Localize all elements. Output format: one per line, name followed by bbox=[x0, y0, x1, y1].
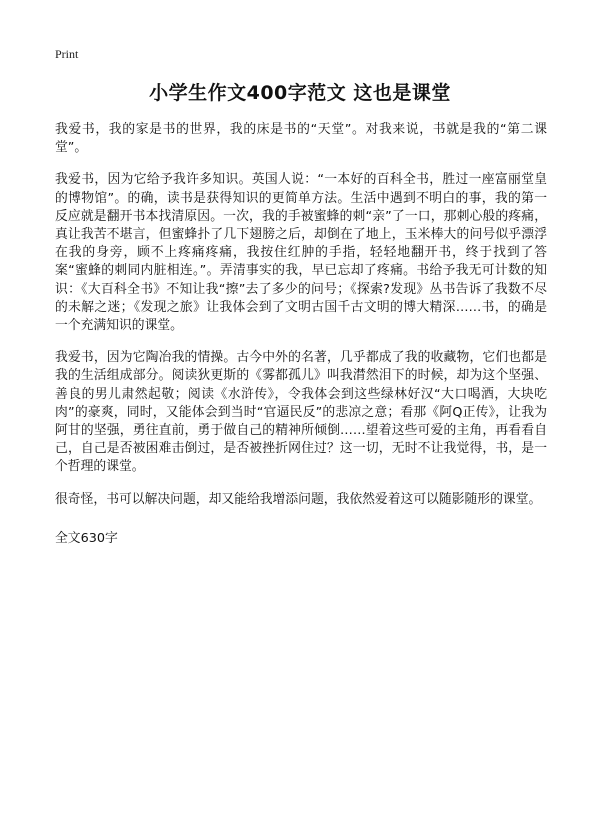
article-paragraph: 我爱书，我的家是书的世界，我的床是书的“天堂”。对我来说，书就是我的“第二课堂”。 bbox=[55, 122, 547, 156]
print-link[interactable]: Print bbox=[55, 47, 79, 61]
article-body bbox=[55, 121, 547, 523]
page-title: 小学生作文400字范文 这也是课堂 bbox=[149, 82, 451, 104]
article-paragraph: 我爱书，因为它给予我许多知识。英国人说：“一本好的百科全书，胜过一座富丽堂皇的博物馆”。的确，读书是获得知识的更简单方法。生活中遇到不明白的事，我的第一反应就是翻开书本找清原因。一次，我的手被蜜蜂的刺“亲”了一口，那刺心般的疼痛，真让我苦不堪言，但蜜蜂扑了几下翅膀之后，却倒在了地上，玉米棒大的问号似乎漂浮在我的身旁，顾不上疼痛疼痛，我按住红肿的手指，轻轻地翻开书，终于找到了答案“蜜蜂的刺同内脏相连。”。弄清事实的我，早已忘却了疼痛。书给予我无可计数的知识：《大百科全书》不知让我“擦”去了多少的问号；《探索?发现》丛书告诉了我数不尽的未解之迷；《发现之旅》让我体会到了文明古国千古文明的博大精深……书，的确是一个充满知识的课堂。 bbox=[55, 172, 547, 334]
article-paragraph: 很奇怪，书可以解决问题，却又能给我增添问题，我依然爱着这可以随影随形的课堂。 bbox=[55, 491, 542, 507]
word-count: 全文630字 bbox=[55, 531, 118, 546]
article-paragraph: 我爱书，因为它陶冶我的情操。古今中外的名著，几乎都成了我的收藏物，它们也都是我的生活组成部分。阅读狄更斯的《雾都孤儿》叫我潸然泪下的时候，却为这个坚强、善良的男儿肃然起敬；阅读《水浒传》，令我体会到这些绿林好汉“大口喝酒，大块吃肉”的豪爽，同时，又能体会到当时“官逼民反”的悲凉之意；看那《阿Q正传》，让我为阿甘的坚强，勇往直前，勇于做自己的精神所倾倒……望着这些可爱的主角，再看看自己，自己是否被困难击倒过，是否被挫折网住过？这一切，无时不让我觉得，书，是一个哲理的课堂。 bbox=[55, 350, 547, 475]
